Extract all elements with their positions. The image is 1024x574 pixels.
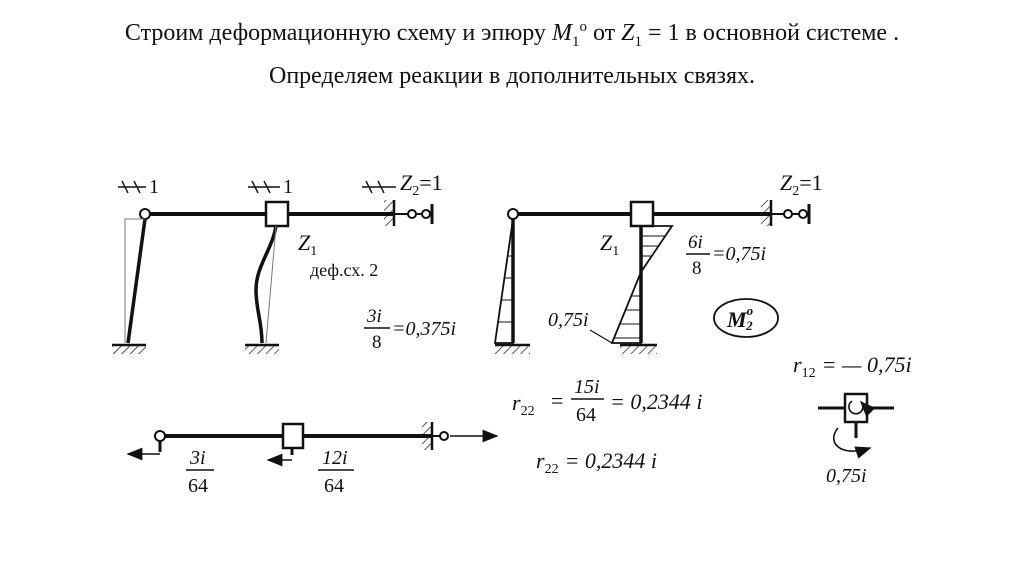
fraction-denominator: 64 bbox=[324, 475, 344, 497]
hinge-joint bbox=[140, 209, 150, 219]
z2-label: $Z_2=1$ bbox=[400, 170, 443, 199]
displacement-marks bbox=[118, 181, 396, 193]
displacement-label: 1 bbox=[149, 176, 159, 198]
fraction-denominator: 8 bbox=[372, 332, 382, 353]
node-moment-value: 0,75i bbox=[826, 465, 867, 487]
fraction-numerator: 3i bbox=[367, 306, 382, 327]
fraction-numerator: 3i bbox=[190, 447, 206, 469]
link-hinge bbox=[408, 210, 416, 218]
fraction-denominator: 64 bbox=[576, 404, 596, 426]
support-hatching bbox=[422, 422, 431, 450]
moment-diagram-m2 bbox=[364, 170, 823, 354]
moment-value-label: =0,375i bbox=[392, 318, 457, 340]
heading-text: от bbox=[586, 20, 622, 46]
heading-moment-subscript: 1 bbox=[571, 33, 580, 50]
fraction-denominator: 8 bbox=[692, 258, 702, 279]
fraction-denominator: 64 bbox=[188, 475, 208, 497]
r22-result: $r_{22} = 0,2344$ i bbox=[536, 448, 658, 477]
heading-moment-superscript: о bbox=[579, 19, 587, 35]
leader-line bbox=[590, 330, 612, 343]
heading-z-subscript: 1 bbox=[634, 33, 642, 50]
shear-equilibrium bbox=[128, 422, 497, 497]
fraction-numerator: 15i bbox=[574, 376, 600, 398]
support-hatching bbox=[495, 346, 530, 354]
support-hatching bbox=[761, 200, 770, 226]
z2-label: $Z_2=1$ bbox=[780, 170, 823, 199]
link-hinge bbox=[422, 210, 430, 218]
r22-symbol: $r_{22}$ bbox=[512, 390, 535, 419]
moment-area-left-column bbox=[495, 219, 513, 343]
rigid-node-clamp bbox=[631, 202, 653, 226]
link-hinge bbox=[784, 210, 792, 218]
heading-text: = 1 в основной системе . bbox=[641, 20, 900, 46]
hinge-joint bbox=[508, 209, 518, 219]
link-hinge bbox=[440, 432, 448, 440]
heading-z-symbol: Z bbox=[621, 20, 635, 46]
r12-result: $r_{12}$ = — 0,75i bbox=[793, 352, 912, 381]
rigid-node-clamp bbox=[266, 202, 288, 226]
r22-value: = 0,2344 i bbox=[610, 389, 703, 414]
link-hinge bbox=[799, 210, 807, 218]
fraction-numerator: 12i bbox=[322, 447, 348, 469]
support-hatching bbox=[245, 346, 279, 354]
support-hatching bbox=[112, 346, 146, 354]
heading-text: Строим деформационную схему и эпюру bbox=[124, 20, 552, 46]
reaction-r22 bbox=[512, 376, 702, 477]
heading-moment-symbol: M bbox=[551, 20, 572, 46]
moment-value-label: 0,75i bbox=[548, 309, 589, 331]
moment-area-bottom bbox=[612, 272, 641, 343]
z1-label: $Z_1$ bbox=[600, 230, 620, 259]
hinge-joint bbox=[155, 431, 165, 441]
equals-sign: = bbox=[551, 388, 564, 413]
support-hatching bbox=[384, 200, 393, 226]
moment-area-top bbox=[641, 226, 672, 272]
support-hatching bbox=[620, 346, 657, 354]
z1-label: $Z_1$ bbox=[298, 230, 318, 259]
deformed-column-left bbox=[128, 219, 145, 343]
moment-arrow bbox=[834, 428, 870, 451]
rigid-node-clamp bbox=[283, 424, 303, 448]
deformed-column-middle bbox=[256, 226, 276, 343]
deformation-scheme-label: деф.сх. 2 bbox=[310, 260, 379, 280]
reaction-r12 bbox=[793, 352, 912, 487]
diagram-name: $M^o$ 2 bbox=[727, 303, 754, 333]
moment-value-label: =0,75i bbox=[712, 243, 767, 265]
displacement-label: 1 bbox=[283, 176, 293, 198]
heading-line-2: Определяем реакции в дополнительных связях. bbox=[268, 62, 755, 89]
fraction-numerator: 6i bbox=[688, 232, 703, 253]
